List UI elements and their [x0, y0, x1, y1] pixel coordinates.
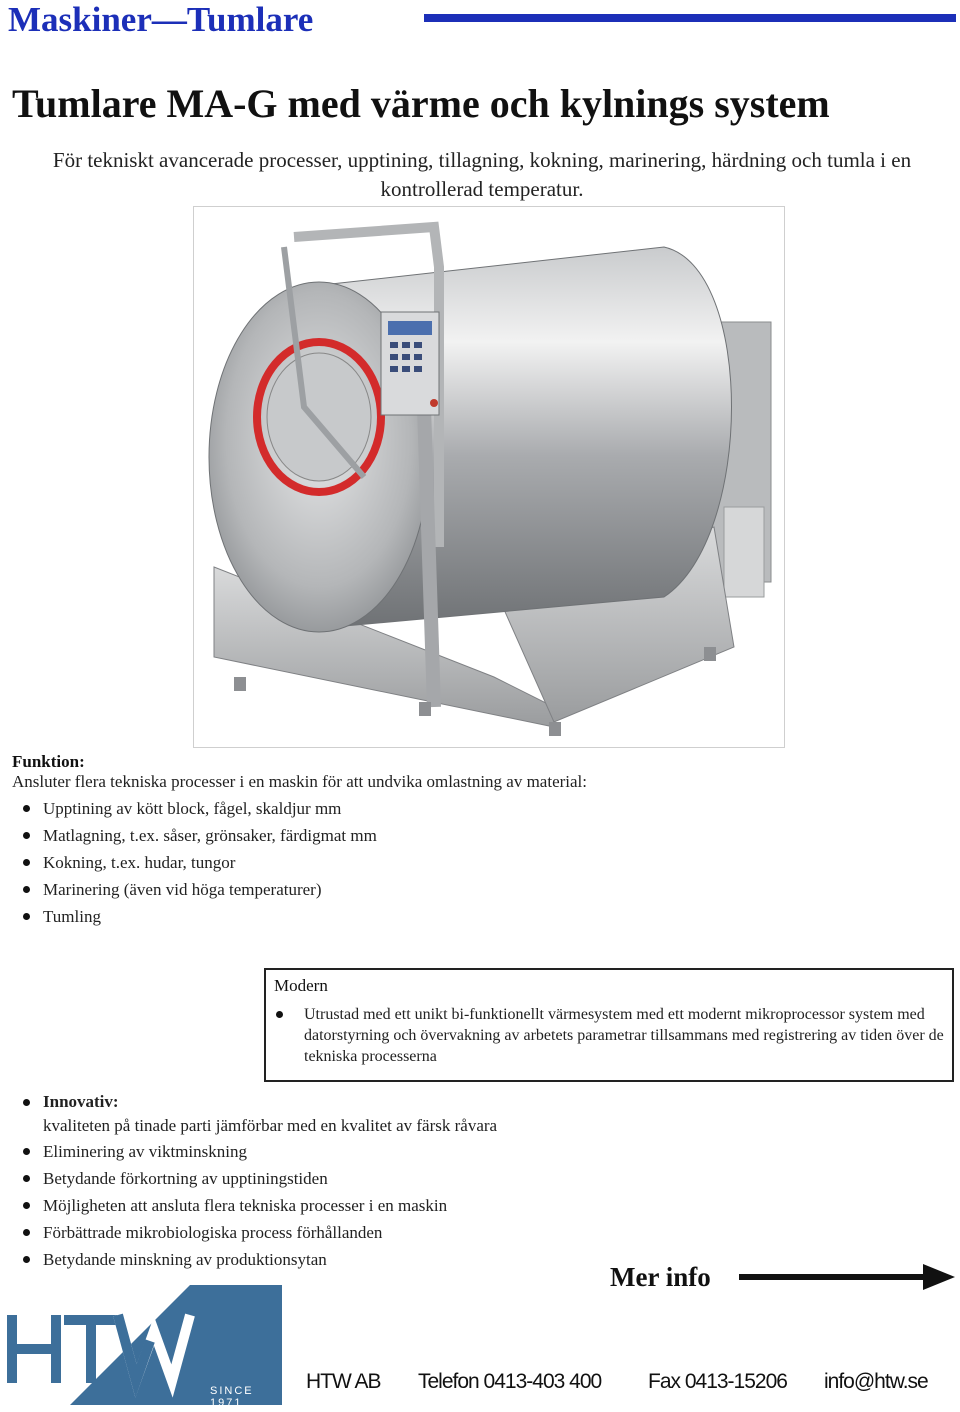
modern-box — [264, 968, 954, 1082]
footer-email[interactable]: info@htw.se — [824, 1370, 928, 1393]
list-item: Kokning, t.ex. hudar, tungor — [12, 849, 377, 876]
list-item — [12, 1089, 497, 1138]
product-photo — [193, 206, 785, 748]
list-item: Tumling — [12, 903, 377, 930]
modern-heading: Modern — [274, 976, 328, 995]
funktion-description: Ansluter flera tekniska processer i en maskin för att undvika omlastning av material: — [12, 772, 587, 791]
footer-fax: Fax 0413-15206 — [648, 1370, 787, 1393]
list-item: Eliminering av viktminskning — [12, 1138, 497, 1165]
header-rule — [424, 14, 956, 22]
mer-info-link[interactable]: Mer info — [610, 1262, 711, 1292]
innovativ-list — [12, 1089, 497, 1273]
intro-text: För tekniskt avancerade processer, upptining, tillagning, kokning, marinering, härdning och tumla i en kontrollerad temperatur. — [52, 148, 912, 201]
list-item: Upptining av kött block, fågel, skaldjur mm — [12, 795, 377, 822]
list-item: Förbättrade mikrobiologiska process förhållanden — [12, 1219, 497, 1246]
header-title: Maskiner—Tumlare — [8, 0, 314, 39]
list-item: Betydande minskning av produktionsytan — [12, 1246, 497, 1273]
list-item: Betydande förkortning av upptiningstiden — [12, 1165, 497, 1192]
htw-logo — [0, 1285, 284, 1412]
funktion-list — [12, 795, 377, 930]
page-title: Tumlare MA-G med värme och kylnings system — [12, 81, 830, 126]
modern-text: Utrustad med ett unikt bi-funktionellt värmesystem med ett modernt mikroprocessor system med datorstyrning och övervakning av arbetets parametrar tillsammans med registrering av tiden över de tekniska processerna — [304, 1006, 944, 1065]
funktion-heading: Funktion: — [12, 752, 85, 771]
logo-tagline: SINCE 1971 — [210, 1385, 254, 1409]
footer-company: HTW AB — [306, 1370, 381, 1393]
footer-contact — [306, 1370, 956, 1398]
bullet-icon — [276, 1011, 283, 1018]
list-item: Matlagning, t.ex. såser, grönsaker, färdigmat mm — [12, 822, 377, 849]
innovativ-first-text: kvaliteten på tinade parti jämförbar med en kvalitet av färsk råvara — [43, 1116, 498, 1135]
list-item: Möjligheten att ansluta flera tekniska processer i en maskin — [12, 1192, 497, 1219]
innovativ-heading: Innovativ: — [43, 1092, 119, 1111]
list-item: Marinering (även vid höga temperaturer) — [12, 876, 377, 903]
arrow-right-icon — [737, 1262, 957, 1299]
footer-phone: Telefon 0413-403 400 — [418, 1370, 602, 1393]
